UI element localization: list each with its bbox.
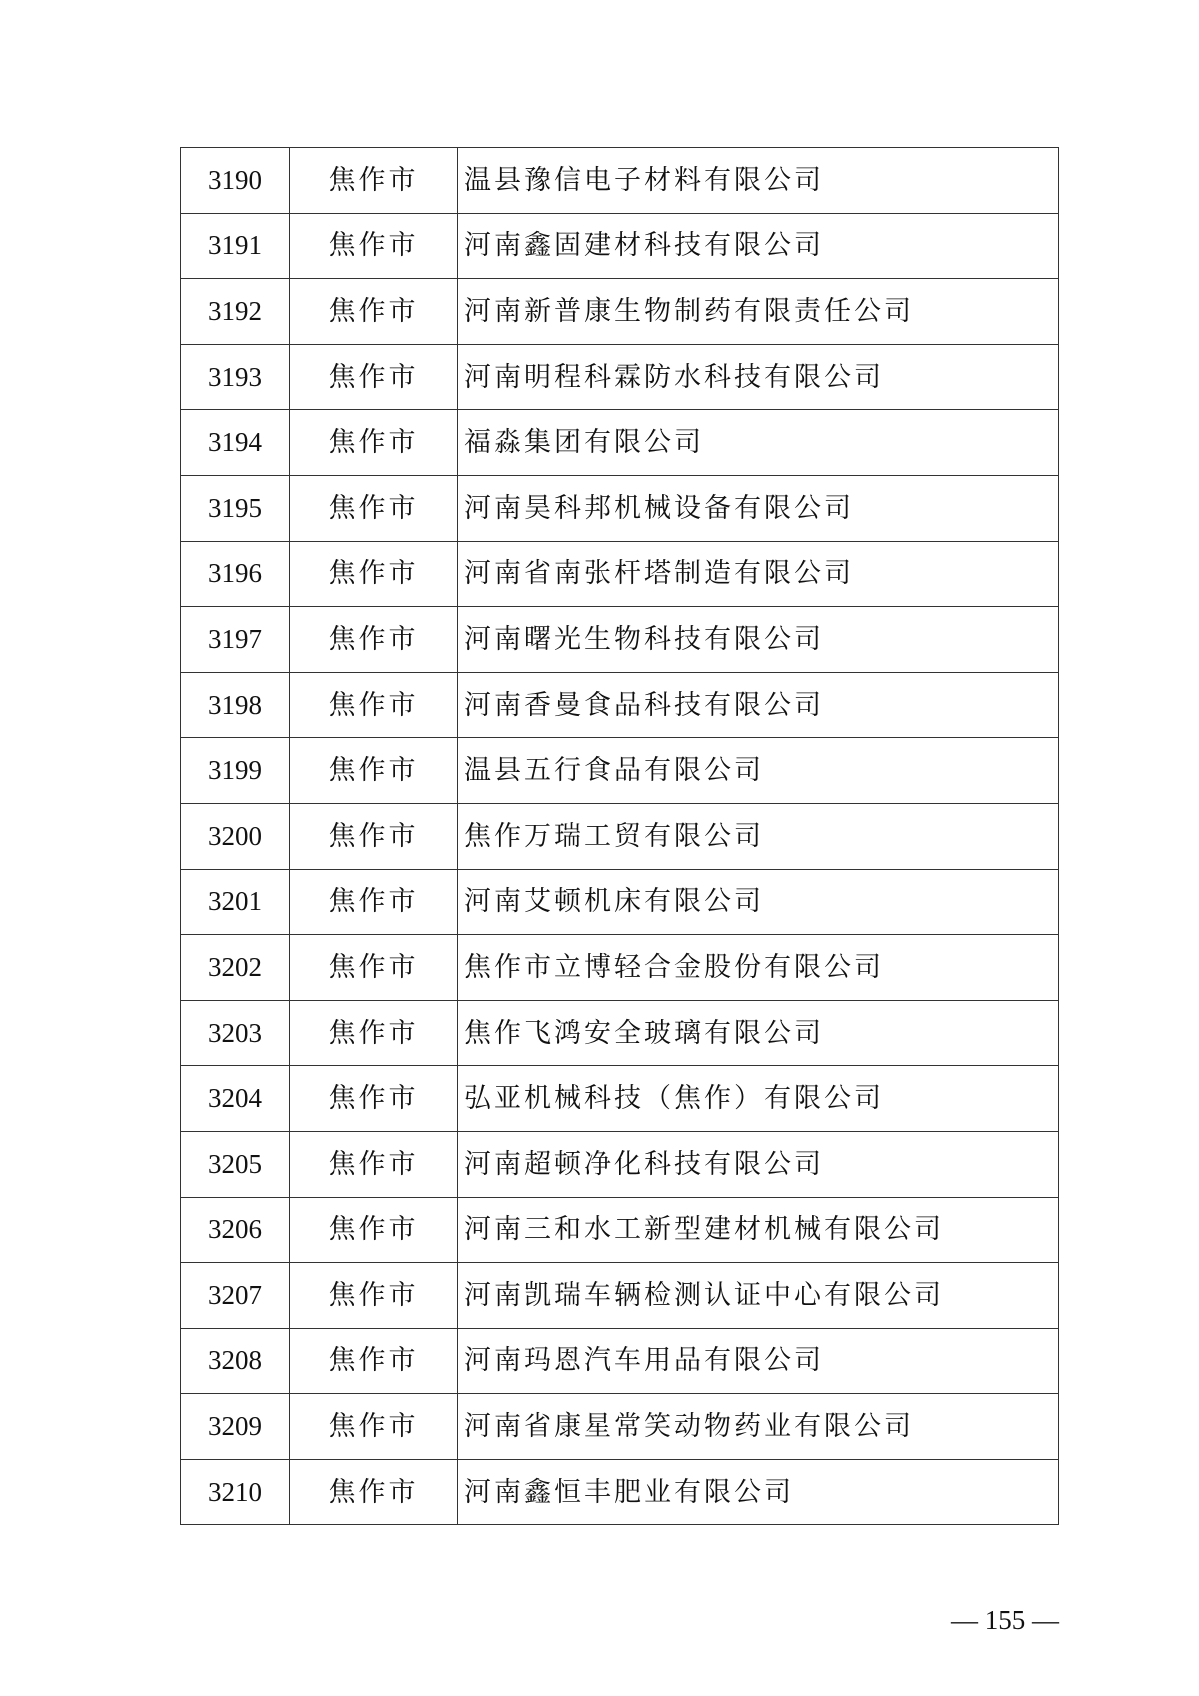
company-name-cell: 河南凯瑞车辆检测认证中心有限公司 [458, 1263, 1059, 1329]
row-number: 3195 [181, 475, 290, 541]
company-name-cell: 福淼集团有限公司 [458, 410, 1059, 476]
row-number: 3191 [181, 213, 290, 279]
row-number: 3207 [181, 1263, 290, 1329]
row-number: 3210 [181, 1459, 290, 1525]
company-name-cell: 温县五行食品有限公司 [458, 738, 1059, 804]
row-number: 3201 [181, 869, 290, 935]
company-list-table [180, 147, 1059, 1525]
city-cell: 焦作市 [290, 1197, 458, 1263]
company-name-cell: 河南玛恩汽车用品有限公司 [458, 1328, 1059, 1394]
table-row [181, 869, 1059, 935]
company-name-cell: 河南鑫恒丰肥业有限公司 [458, 1459, 1059, 1525]
row-number: 3193 [181, 344, 290, 410]
row-number: 3206 [181, 1197, 290, 1263]
table-row [181, 148, 1059, 214]
page-number: — 155 — [951, 1605, 1059, 1635]
row-number: 3196 [181, 541, 290, 607]
table-row [181, 1263, 1059, 1329]
company-name-cell: 焦作市立博轻合金股份有限公司 [458, 935, 1059, 1001]
table-row [181, 1394, 1059, 1460]
table-row [181, 541, 1059, 607]
row-number: 3203 [181, 1000, 290, 1066]
city-cell: 焦作市 [290, 1000, 458, 1066]
table-row [181, 1131, 1059, 1197]
city-cell: 焦作市 [290, 1459, 458, 1525]
city-cell: 焦作市 [290, 738, 458, 804]
company-name-cell: 河南昊科邦机械设备有限公司 [458, 475, 1059, 541]
table-row [181, 935, 1059, 1001]
row-number: 3199 [181, 738, 290, 804]
company-name-cell: 弘亚机械科技（焦作）有限公司 [458, 1066, 1059, 1132]
row-number: 3208 [181, 1328, 290, 1394]
city-cell: 焦作市 [290, 213, 458, 279]
city-cell: 焦作市 [290, 672, 458, 738]
table-row [181, 344, 1059, 410]
company-name-cell: 河南三和水工新型建材机械有限公司 [458, 1197, 1059, 1263]
city-cell: 焦作市 [290, 607, 458, 673]
row-number: 3205 [181, 1131, 290, 1197]
company-list-body [181, 148, 1059, 1525]
row-number: 3197 [181, 607, 290, 673]
company-name-cell: 温县豫信电子材料有限公司 [458, 148, 1059, 214]
row-number: 3200 [181, 803, 290, 869]
row-number: 3204 [181, 1066, 290, 1132]
company-name-cell: 河南曙光生物科技有限公司 [458, 607, 1059, 673]
table-row [181, 1000, 1059, 1066]
row-number: 3192 [181, 279, 290, 345]
city-cell: 焦作市 [290, 803, 458, 869]
city-cell: 焦作市 [290, 344, 458, 410]
city-cell: 焦作市 [290, 541, 458, 607]
company-name-cell: 焦作万瑞工贸有限公司 [458, 803, 1059, 869]
company-name-cell: 河南省南张杆塔制造有限公司 [458, 541, 1059, 607]
company-name-cell: 河南香曼食品科技有限公司 [458, 672, 1059, 738]
table-row [181, 1328, 1059, 1394]
company-name-cell: 河南鑫固建材科技有限公司 [458, 213, 1059, 279]
company-name-cell: 河南省康星常笑动物药业有限公司 [458, 1394, 1059, 1460]
company-name-cell: 河南艾顿机床有限公司 [458, 869, 1059, 935]
table-row [181, 213, 1059, 279]
row-number: 3209 [181, 1394, 290, 1460]
city-cell: 焦作市 [290, 1131, 458, 1197]
table-row [181, 738, 1059, 804]
company-name-cell: 河南明程科霖防水科技有限公司 [458, 344, 1059, 410]
table-row [181, 1459, 1059, 1525]
city-cell: 焦作市 [290, 1394, 458, 1460]
company-name-cell: 焦作飞鸿安全玻璃有限公司 [458, 1000, 1059, 1066]
city-cell: 焦作市 [290, 1263, 458, 1329]
row-number: 3194 [181, 410, 290, 476]
table-row [181, 672, 1059, 738]
row-number: 3198 [181, 672, 290, 738]
table-row [181, 279, 1059, 345]
table-row [181, 607, 1059, 673]
company-name-cell: 河南超顿净化科技有限公司 [458, 1131, 1059, 1197]
company-name-cell: 河南新普康生物制药有限责任公司 [458, 279, 1059, 345]
city-cell: 焦作市 [290, 475, 458, 541]
city-cell: 焦作市 [290, 1328, 458, 1394]
table-row [181, 410, 1059, 476]
city-cell: 焦作市 [290, 279, 458, 345]
city-cell: 焦作市 [290, 1066, 458, 1132]
table-row [181, 803, 1059, 869]
table-row [181, 1197, 1059, 1263]
table-row [181, 1066, 1059, 1132]
row-number: 3202 [181, 935, 290, 1001]
city-cell: 焦作市 [290, 410, 458, 476]
row-number: 3190 [181, 148, 290, 214]
city-cell: 焦作市 [290, 935, 458, 1001]
city-cell: 焦作市 [290, 869, 458, 935]
table-row [181, 475, 1059, 541]
city-cell: 焦作市 [290, 148, 458, 214]
